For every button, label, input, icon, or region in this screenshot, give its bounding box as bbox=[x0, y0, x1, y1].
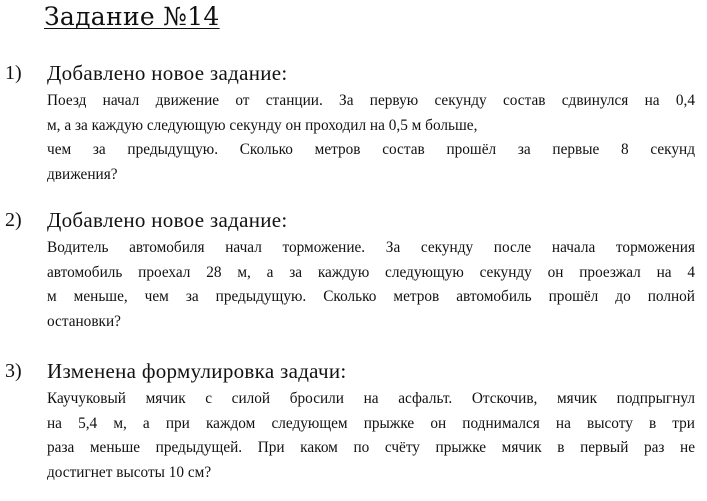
task-text-line: раза меньше предыдущей. При каком по счёту прыжке мячик в первый раз не bbox=[47, 439, 695, 457]
task-text-line: Водитель автомобиля начал торможение. За секунду после начала торможения bbox=[47, 239, 695, 256]
task-text-line: на 5,4 м, а при каждом следующем прыжке он поднимался на высоту в три bbox=[47, 414, 695, 432]
task-text-line: достигнет высоты 10 см? bbox=[47, 463, 212, 481]
task-heading: Добавлено новое задание: bbox=[47, 208, 288, 232]
task-number: 3) bbox=[5, 360, 22, 382]
task-heading: Добавлено новое задание: bbox=[47, 61, 288, 85]
task-text-line: автомобиль проехал 28 м, а за каждую следующую секунду он проезжал на 4 bbox=[47, 263, 695, 281]
task-text-line: Каучуковый мячик с силой бросили на асфальт. Отскочив, мячик подпрыгнул bbox=[47, 390, 695, 407]
task-number: 2) bbox=[5, 209, 22, 231]
page-title: Задание №14 bbox=[44, 2, 220, 31]
task-text-line: чем за предыдущую. Сколько метров состав прошёл за первые 8 секунд bbox=[47, 141, 695, 159]
task-text-line: Поезд начал движение от станции. За первую секунду состав сдвинулся на 0,4 bbox=[47, 92, 695, 109]
task-text-line: остановки? bbox=[47, 312, 121, 330]
task-text bbox=[47, 387, 695, 485]
task-text-line: м, а за каждую следующую секунду он проходил на 0,5 м больше, bbox=[47, 116, 478, 134]
task-text bbox=[47, 236, 695, 334]
task-text bbox=[47, 89, 695, 187]
task-number: 1) bbox=[5, 62, 22, 84]
task-text-line: м меньше, чем за предыдущую. Сколько метров автомобиль прошёл до полной bbox=[47, 288, 695, 306]
task-heading: Изменена формулировка задачи: bbox=[47, 359, 347, 383]
task-text-line: движения? bbox=[47, 165, 118, 183]
